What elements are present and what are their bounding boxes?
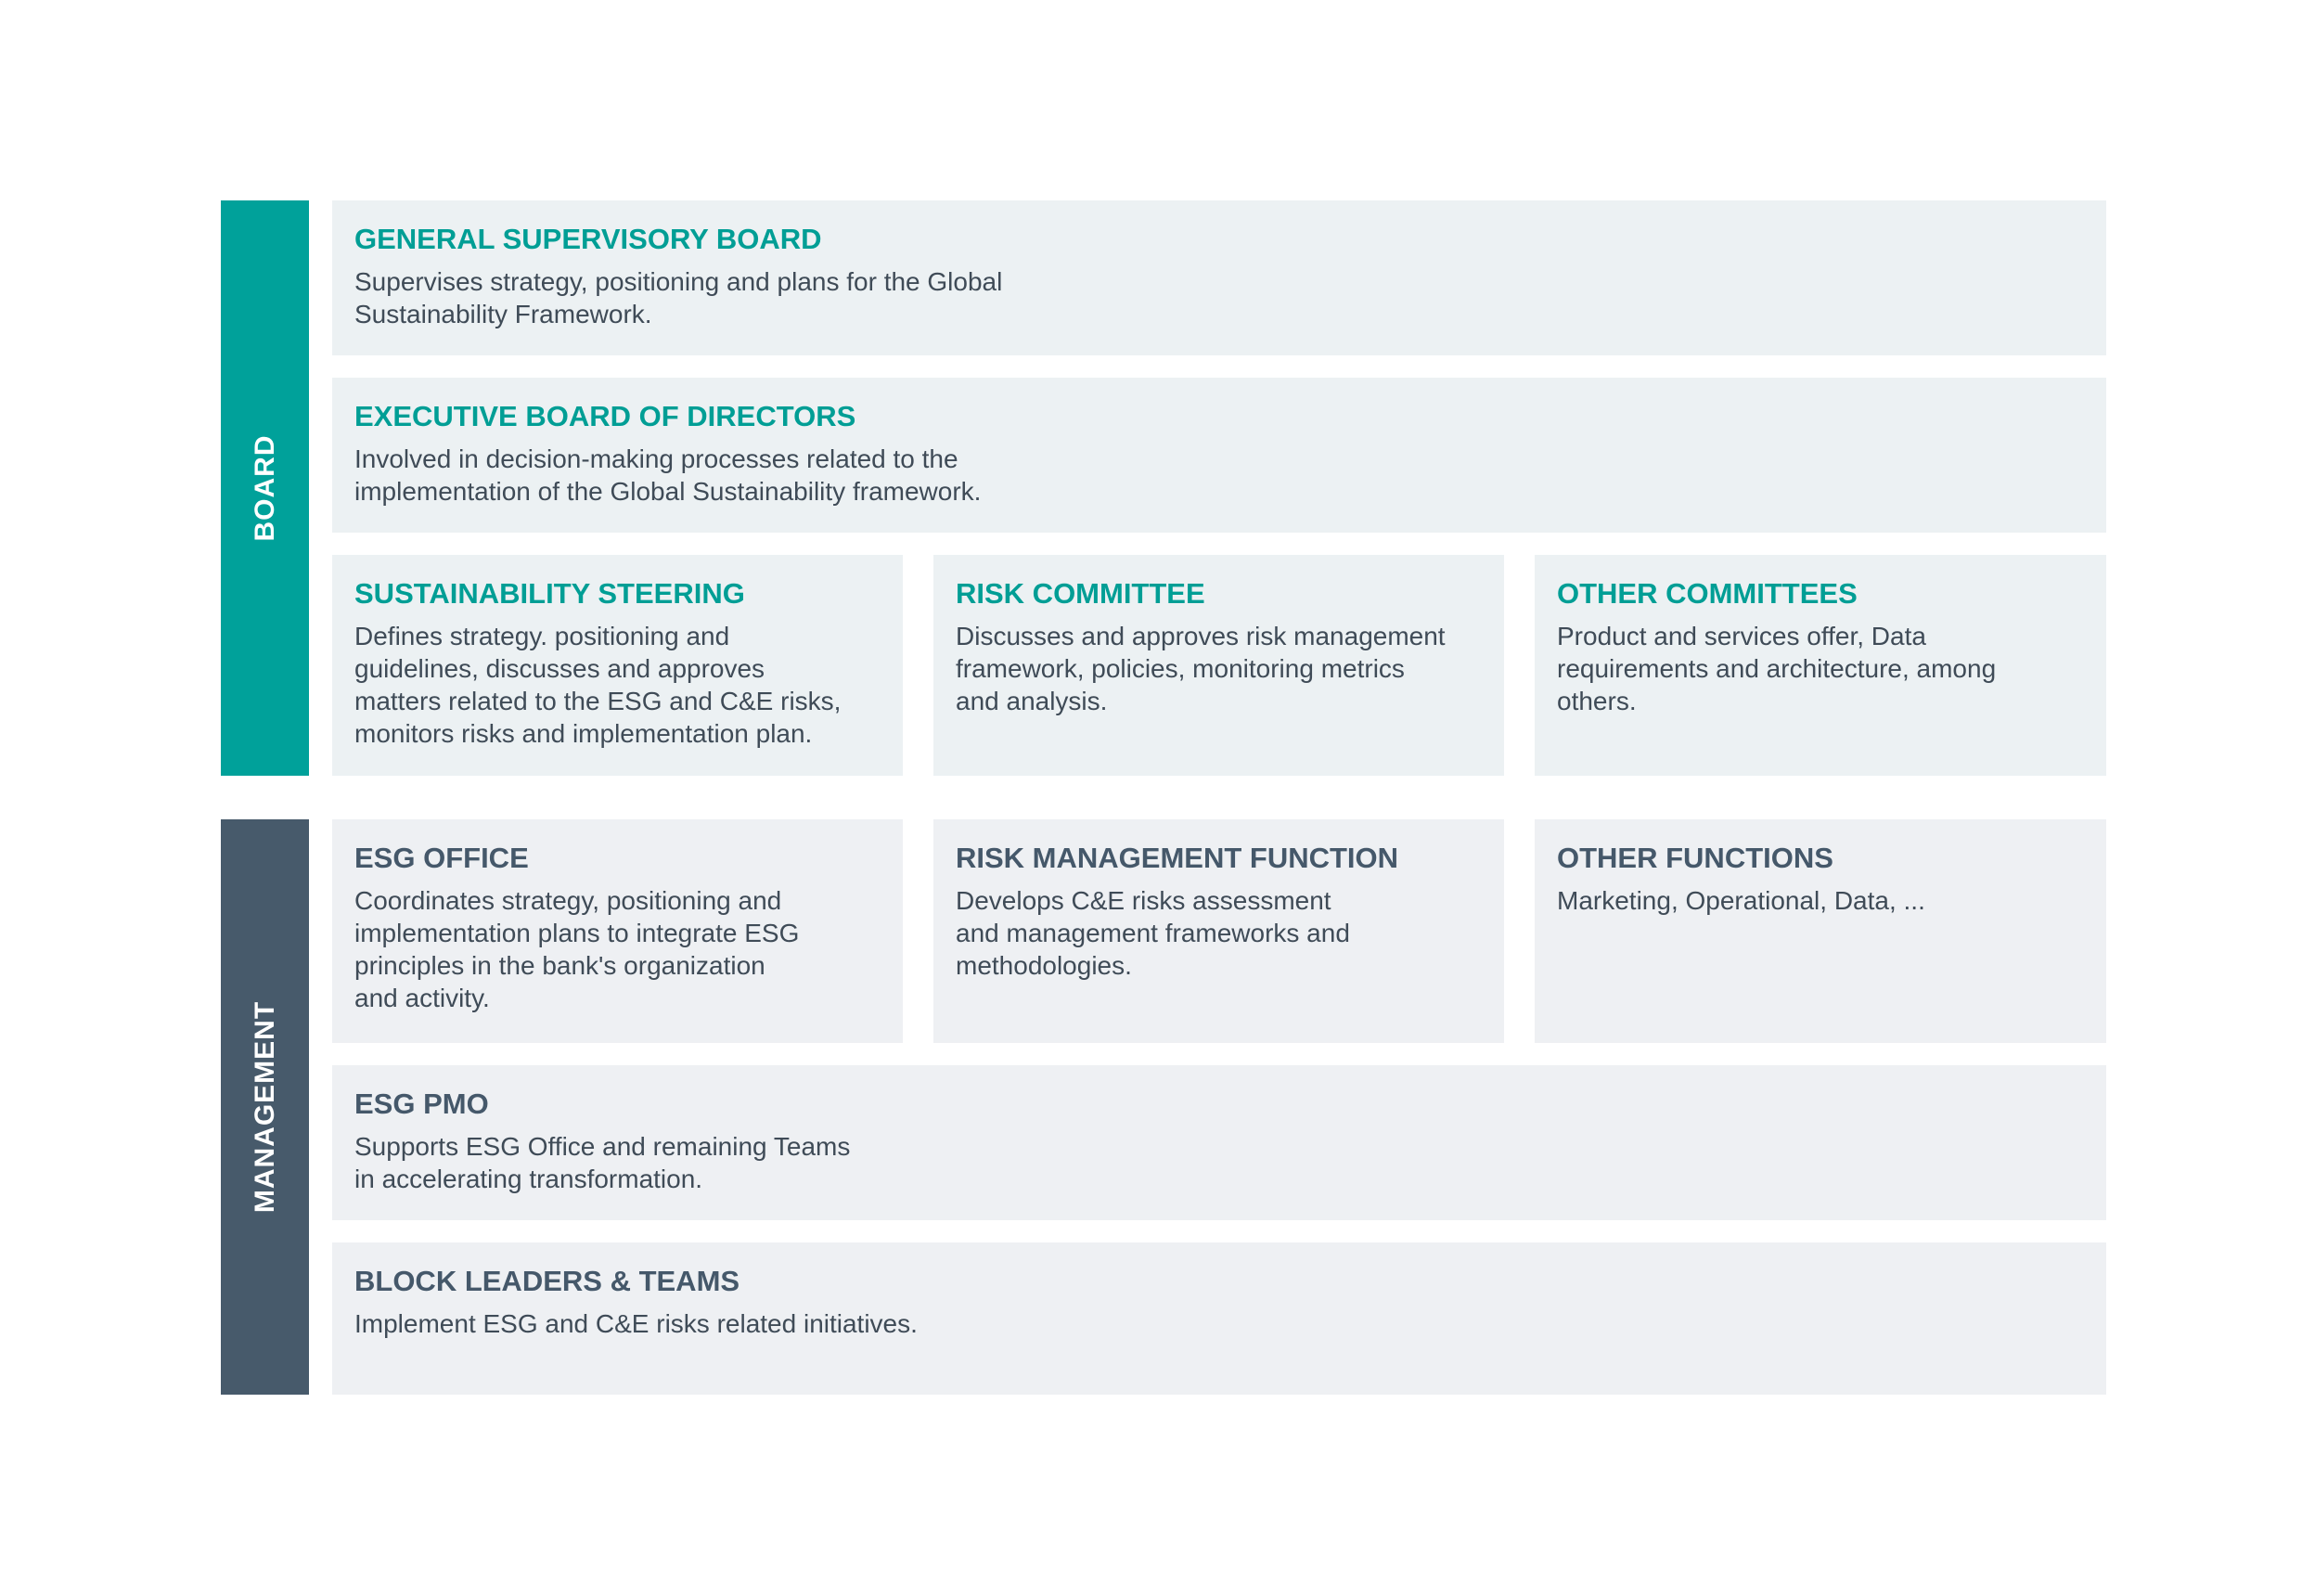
sustainability-steering-box: [332, 555, 903, 776]
box-title: SUSTAINABILITY STEERING: [354, 577, 745, 610]
box-description: Implement ESG and C&E risks related initiatives.: [354, 1309, 918, 1338]
other-committees-box: [1535, 555, 2106, 776]
general-supervisory-board-box: [332, 200, 2106, 355]
box-title: BLOCK LEADERS & TEAMS: [354, 1265, 740, 1297]
box-description: Supports ESG Office and remaining Teams in accelerating transformation.: [354, 1132, 851, 1193]
block-leaders-teams-box: [332, 1242, 2106, 1395]
board-label: BOARD: [249, 434, 280, 542]
box-title: ESG PMO: [354, 1088, 489, 1120]
esg-pmo-box: [332, 1065, 2106, 1220]
management-sidebar: [221, 819, 309, 1395]
box-title: EXECUTIVE BOARD OF DIRECTORS: [354, 400, 856, 432]
box-description: Defines strategy. positioning and guidelines, discusses and approves matters related to the ESG and C&E risks, monitors risks and implementation plan.: [354, 622, 842, 748]
box-description: Develops C&E risks assessment and management frameworks and methodologies.: [956, 886, 1350, 980]
other-functions-box: [1535, 819, 2106, 1043]
board-sidebar: [221, 200, 309, 776]
box-title: OTHER FUNCTIONS: [1557, 842, 1833, 874]
risk-management-function-box: [933, 819, 1504, 1043]
management-label: MANAGEMENT: [249, 1000, 280, 1214]
box-title: RISK MANAGEMENT FUNCTION: [956, 842, 1399, 874]
box-title: RISK COMMITTEE: [956, 577, 1205, 610]
box-title: GENERAL SUPERVISORY BOARD: [354, 223, 822, 255]
esg-office-box: [332, 819, 903, 1043]
box-title: ESG OFFICE: [354, 842, 529, 874]
box-description: Product and services offer, Data requirements and architecture, among others.: [1557, 622, 1997, 715]
box-description: Supervises strategy, positioning and plans for the Global Sustainability Framework.: [354, 267, 1003, 328]
box-description: Involved in decision-making processes related to the implementation of the Global Sustainability framework.: [354, 444, 982, 506]
box-description: Marketing, Operational, Data, ...: [1557, 886, 1925, 915]
box-description: Coordinates strategy, positioning and implementation plans to integrate ESG principles in the bank's organization and activity.: [354, 886, 800, 1012]
box-title: OTHER COMMITTEES: [1557, 577, 1858, 610]
risk-committee-box: [933, 555, 1504, 776]
executive-board-box: [332, 378, 2106, 533]
box-description: Discusses and approves risk management framework, policies, monitoring metrics and analysis.: [956, 622, 1446, 715]
